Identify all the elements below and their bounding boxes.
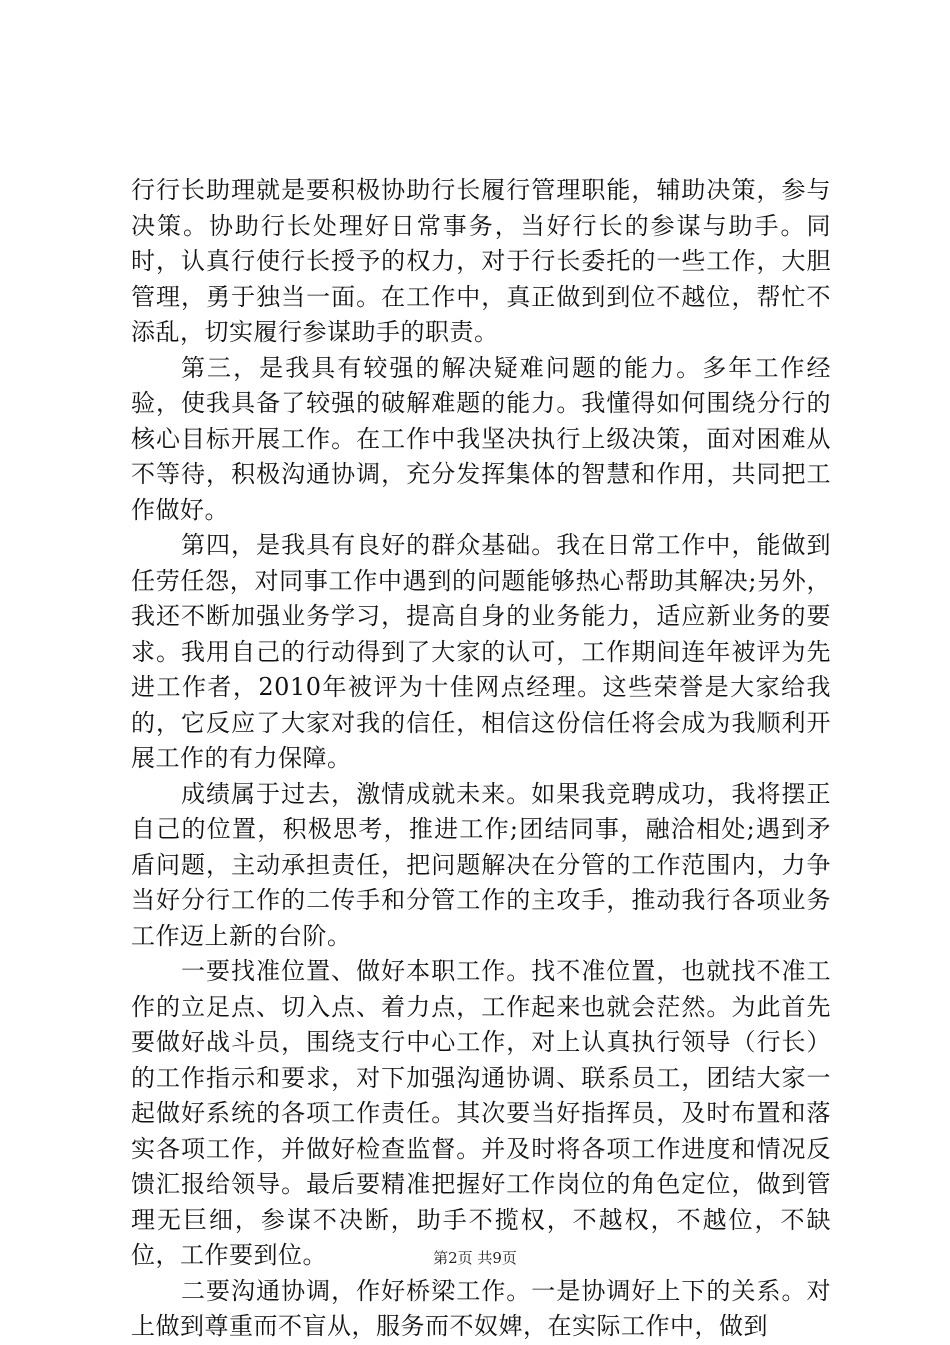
paragraph: 一要找准位置、做好本职工作。找不准位置，也就找不准工作的立足点、切入点、着力点，工作起来也就会茫然。为此首先要做好战斗员，围绕支行中心工作，对上认真执行领导（行长）的工作指示和要求，对下加强沟通协调、联系员工，团结大家一起做好系统的各项工作责任。其次要当好指挥员，及时布置和落实各项工作，并做好检查监督。并及时将各项工作进度和情况反馈汇报给领导。最后要精准把握好工作岗位的角色定位，做到管理无巨细，参谋不决断，助手不揽权，不越权，不越位，不缺位，工作要到位。 [131, 957, 831, 1269]
paragraph: 第三，是我具有较强的解决疑难问题的能力。多年工作经验，使我具备了较强的破解难题的能力。我懂得如何围绕分行的核心目标开展工作。在工作中我坚决执行上级决策，面对困难从不等待，积极沟通协调，充分发挥集体的智慧和作用，共同把工作做好。 [131, 353, 831, 524]
paragraph: 行行长助理就是要积极协助行长履行管理职能，辅助决策，参与决策。协助行长处理好日常事务，当好行长的参谋与助手。同时，认真行使行长授予的权力，对于行长委托的一些工作，大胆管理，勇于独当一面。在工作中，真正做到到位不越位，帮忙不添乱，切实履行参谋助手的职责。 [131, 176, 831, 346]
document-body [131, 173, 831, 1345]
paragraph: 第四，是我具有良好的群众基础。我在日常工作中，能做到任劳任怨，对同事工作中遇到的问题能够热心帮助其解决;另外，我还不断加强业务学习，提高自身的业务能力，适应新业务的要求。我用自己的行动得到了大家的认可，工作期间连年被评为先进工作者，2010年被评为十佳网点经理。这些荣誉是大家给我的，它反应了大家对我的信任，相信这份信任将会成为我顺利开展工作的有力保障。 [131, 531, 831, 772]
paragraph: 成绩属于过去，激情成就未来。如果我竞聘成功，我将摆正自己的位置，积极思考，推进工作;团结同事，融洽相处;遇到矛盾问题，主动承担责任，把问题解决在分管的工作范围内，力争当好分行工作的二传手和分管工作的主攻手，推动我行各项业务工作迈上新的台阶。 [131, 779, 831, 950]
paragraph: 二要沟通协调，作好桥梁工作。一是协调好上下的关系。对上做到尊重而不盲从，服务而不奴婢，在实际工作中，做到 [131, 1276, 831, 1340]
page-number-footer: 第2页 共9页 [433, 1249, 517, 1267]
